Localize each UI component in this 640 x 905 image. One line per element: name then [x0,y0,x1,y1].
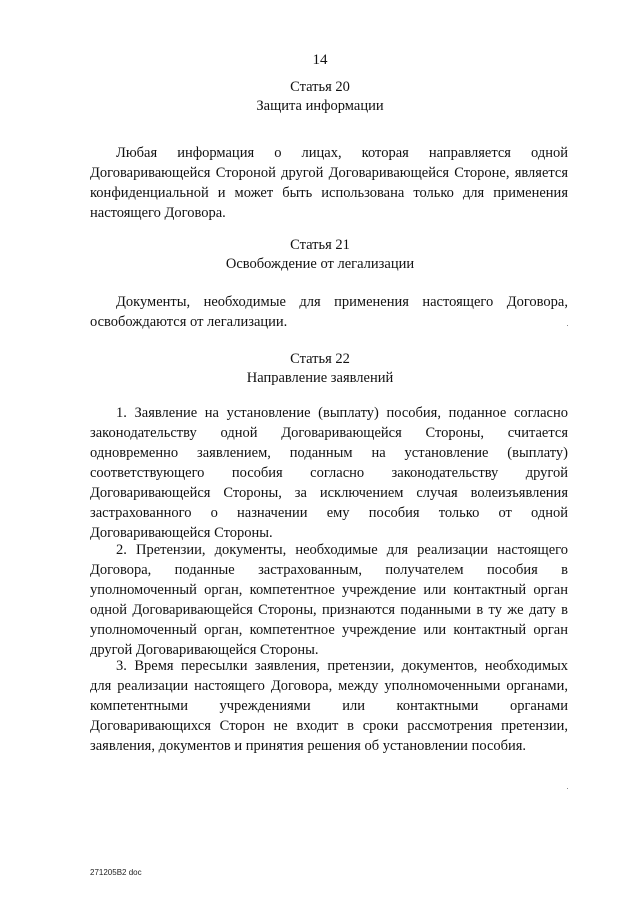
article-22-paragraph-3: 3. Время пересылки заявления, претензии, документов, необходимых для реализации настоящего Договора, между уполномоченными органами, компетентными учреждениями или контактными органами Договаривающихся Сторон не входит в сроки рассмотрения претензии, заявления, документов и принятия решения об установлении пособия. [90,658,568,754]
article-20-heading [0,78,640,116]
article-21-paragraph-1: Документы, необходимые для применения настоящего Договора, освобождаются от легализации. [90,294,568,330]
article-21-number: Статья 21 [290,237,350,253]
article-22-heading [0,350,640,388]
scan-speck [567,788,568,789]
article-21-heading [0,236,640,274]
file-name-footer: 271205В2 doc [90,868,142,877]
article-22-paragraph-2: 2. Претензии, документы, необходимые для реализации настоящего Договора, поданные застрахованным, получателем пособия в уполномоченный орган, компетентное учреждение или контактный орган одной Договаривающейся Стороны, признаются поданными в ту же дату в уполномоченный орган, компетентное учреждение или контактный орган другой Договаривающейся Стороны. [90,542,568,658]
article-22-number: Статья 22 [290,351,350,367]
page-number: 14 [312,52,328,68]
scan-speck [567,325,568,326]
article-22-paragraph-1: 1. Заявление на установление (выплату) пособия, поданное согласно законодательству одной Договаривающейся Стороны, считается одновременно заявлением, поданным на установление (выплату) соответствующего пособия согласно законодательству другой Договаривающейся Стороны, за исключением случая волеизъявления застрахованного о назначении ему пособия только от одной Договаривающейся Стороны. [90,405,568,541]
article-20-paragraph-1: Любая информация о лицах, которая направляется одной Договаривающейся Стороной другой Договаривающейся Стороне, является конфиденциальной и может быть использована только для применения настоящего Договора. [90,145,568,221]
article-20-number: Статья 20 [290,79,350,95]
article-21-title: Освобождение от легализации [225,256,415,272]
article-22-title: Направление заявлений [246,370,394,386]
article-20-title: Защита информации [256,98,384,114]
